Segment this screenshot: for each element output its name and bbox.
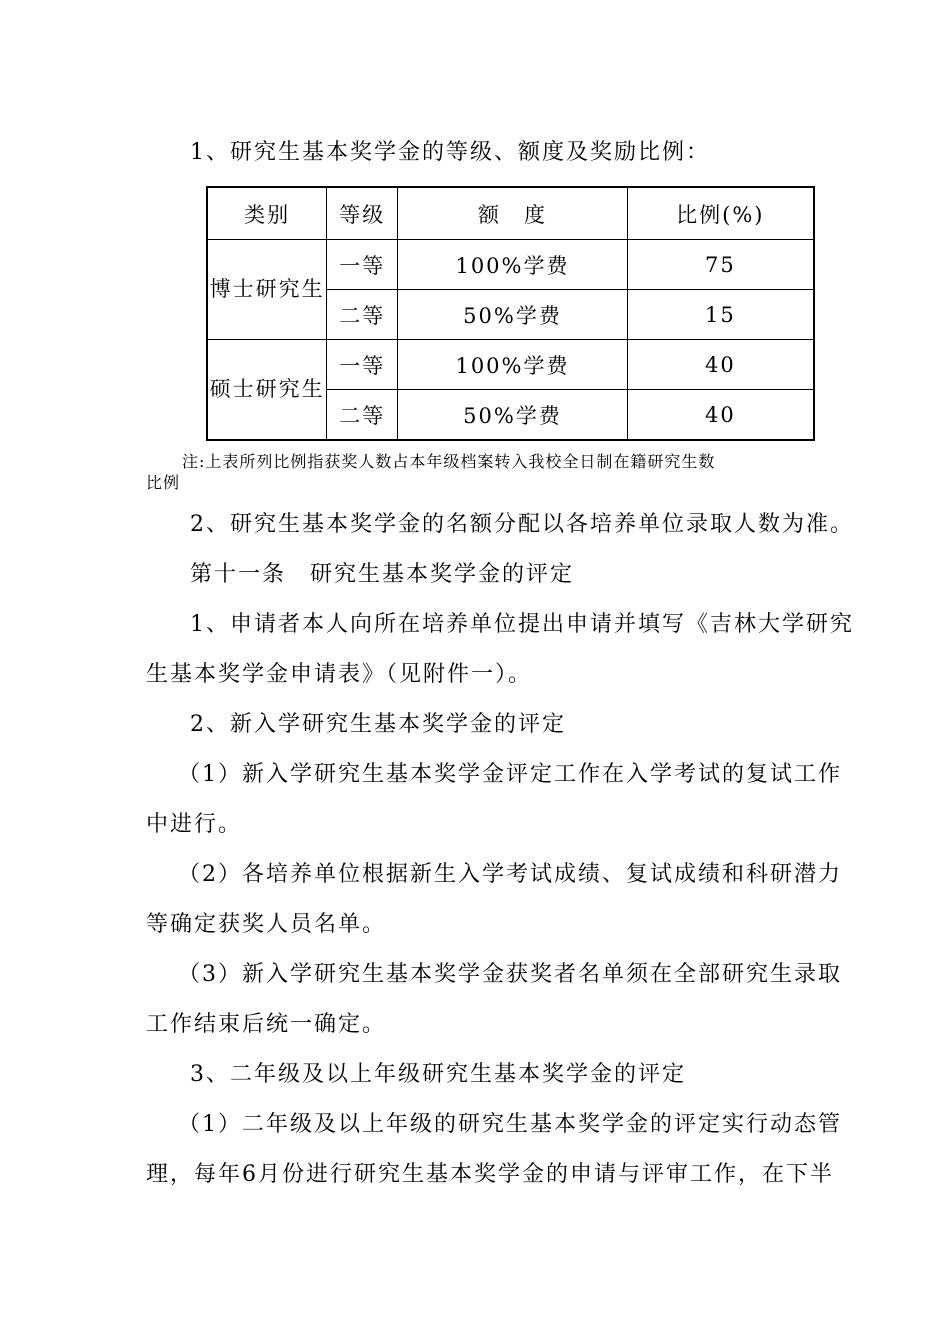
paragraph-2-3-line-1: （3）新入学研究生基本奖学金获奖者名单须在全部研究生录取 xyxy=(178,962,842,987)
paragraph-new-students: 2、新入学研究生基本奖学金的评定 xyxy=(190,712,566,737)
ratio-cell: 40 xyxy=(627,340,814,390)
level-cell: 二等 xyxy=(327,290,398,340)
amount-cell: 50%学费 xyxy=(398,390,627,441)
paragraph-3-1-line-1: （1）二年级及以上年级的研究生基本奖学金的评定实行动态管 xyxy=(178,1112,842,1137)
ratio-cell: 75 xyxy=(627,240,814,290)
level-cell: 一等 xyxy=(327,340,398,390)
paragraph-senior-students: 3、二年级及以上年级研究生基本奖学金的评定 xyxy=(190,1062,686,1087)
paragraph-2-2-line-2: 等确定获奖人员名单。 xyxy=(146,912,387,937)
header-category: 类别 xyxy=(207,187,327,240)
table-note-line-2: 比例 xyxy=(146,473,181,492)
article-11-title: 第十一条 研究生基本奖学金的评定 xyxy=(190,562,575,587)
paragraph-apply-line-1: 1、申请者本人向所在培养单位提出申请并填写《吉林大学研究 xyxy=(190,612,854,637)
paragraph-2-1-line-2: 中进行。 xyxy=(146,812,243,837)
category-cell-master: 硕士研究生 xyxy=(207,340,327,441)
amount-cell: 100%学费 xyxy=(398,240,627,290)
section-heading-1: 1、研究生基本奖学金的等级、额度及奖励比例： xyxy=(190,140,710,165)
ratio-cell: 15 xyxy=(627,290,814,340)
header-ratio: 比例(%) xyxy=(627,187,814,240)
header-level: 等级 xyxy=(327,187,398,240)
scholarship-table xyxy=(206,186,815,441)
amount-cell: 50%学费 xyxy=(398,290,627,340)
paragraph-apply-line-2: 生基本奖学金申请表》（见附件一）。 xyxy=(146,662,533,687)
table-note xyxy=(146,451,826,493)
table-note-line-1: 注:上表所列比例指获奖人数占本年级档案转入我校全日制在籍研究生数 xyxy=(182,452,716,471)
paragraph-quota: 2、研究生基本奖学金的名额分配以各培养单位录取人数为准。 xyxy=(190,512,854,537)
table-row xyxy=(207,340,814,390)
level-cell: 二等 xyxy=(327,390,398,441)
paragraph-2-3-line-2: 工作结束后统一确定。 xyxy=(146,1012,387,1037)
ratio-cell: 40 xyxy=(627,390,814,441)
paragraph-2-2-line-1: （2）各培养单位根据新生入学考试成绩、复试成绩和科研潜力 xyxy=(178,862,842,887)
category-cell-phd: 博士研究生 xyxy=(207,240,327,340)
level-cell: 一等 xyxy=(327,240,398,290)
paragraph-2-1-line-1: （1）新入学研究生基本奖学金评定工作在入学考试的复试工作 xyxy=(178,762,842,787)
header-amount: 额 度 xyxy=(398,187,627,240)
table-row xyxy=(207,240,814,290)
amount-cell: 100%学费 xyxy=(398,340,627,390)
paragraph-3-1-line-2: 理，每年6月份进行研究生基本奖学金的申请与评审工作，在下半 xyxy=(146,1162,834,1187)
table-header-row xyxy=(207,187,814,240)
